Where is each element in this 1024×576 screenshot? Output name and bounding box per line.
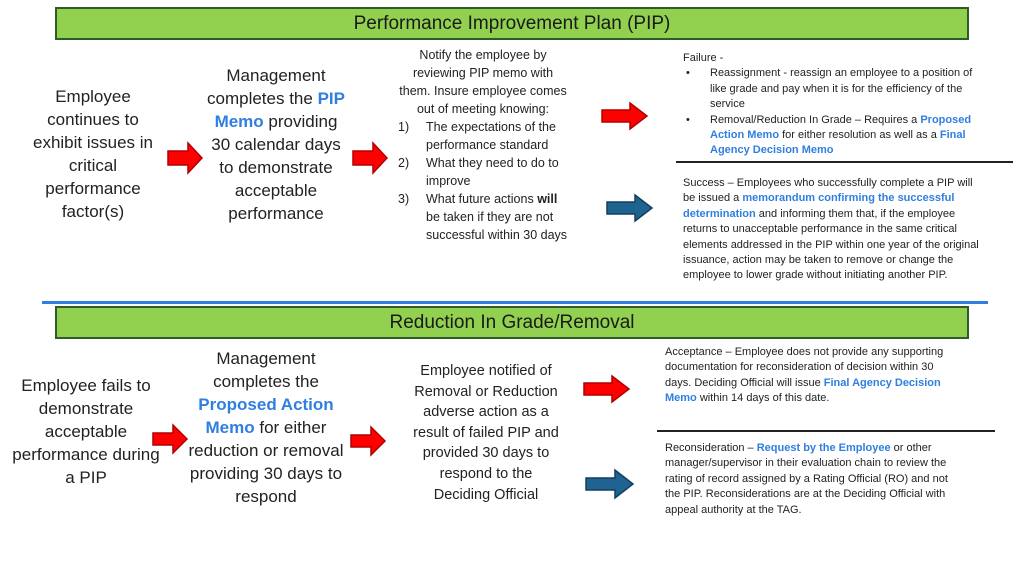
memorandum-confirming-link[interactable]: memorandum confirming the successful determination: [683, 192, 955, 220]
pip-mgmt-post: providing 30 calendar days to demonstrate acceptable performance: [211, 112, 341, 223]
acceptance-block: Acceptance – Employee does not provide any supporting documentation for reconsideration of decision within 30 days. Deciding Official will issue Final Agency Decision Memo within 14 days of this date.: [665, 346, 944, 405]
reconsideration-block: Reconsideration – Request by the Employee or other manager/supervisor in their evaluation chain to review the rating of record assigned by a Rating Official (RO) and not the PIP. Reconsiderations are at the Deciding Official with appeal authority at the TAG.: [665, 442, 948, 516]
rir-employee-text: Employee fails to demonstrate acceptable performance during a PIP: [12, 376, 160, 487]
pip-mgmt-pre: Management completes the: [207, 66, 326, 108]
rir-arrow-2-icon: [349, 425, 387, 457]
section-separator: [42, 301, 988, 304]
failure-item-reassignment: • Reassignment - reassign an employee to a position of like grade and pay when it is for the efficiency of the service: [686, 67, 973, 111]
pip-notify-intro: Notify the employee by reviewing PIP memo with them. Insure employee comes out of meeting knowing:: [399, 48, 567, 116]
reconsideration-arrow-icon: [584, 468, 636, 500]
failure-block: [683, 51, 988, 159]
acceptance-arrow-icon: [582, 374, 632, 404]
failure-arrow-icon: [600, 101, 650, 131]
pip-steps-list: [398, 118, 568, 244]
pip-memo-link[interactable]: PIP Memo: [214, 89, 345, 131]
failure-heading: Failure -: [683, 52, 724, 64]
pip-employee-text: Employee continues to exhibit issues in critical performance factor(s): [32, 87, 153, 221]
acceptance-reconsideration-divider: [657, 430, 995, 432]
pip-arrow-2-icon: [351, 141, 389, 175]
acceptance-final-decision-memo-link[interactable]: Final Agency Decision Memo: [665, 376, 941, 405]
proposed-action-memo-link[interactable]: Proposed Action Memo: [710, 113, 972, 142]
rir-notified-text: Employee notified of Removal or Reduction adverse action as a result of failed PIP and provided 30 days to respond to the Deciding Official: [413, 363, 559, 503]
pip-step-2: 2) What they need to do to improve: [398, 156, 559, 188]
failure-item-removal: • Removal/Reduction In Grade – Requires a Proposed Action Memo for either resolution as well as a Final Agency Decision Memo: [686, 113, 972, 157]
pip-step-3: 3) What future actions will be taken if they are not successful within 30 days: [398, 192, 568, 242]
rir-management-text: Management completes the Proposed Action Memo for either reduction or removal providing 30 days to respond: [188, 349, 344, 506]
rir-banner: [55, 306, 969, 339]
failure-list: [683, 66, 988, 158]
pip-management-text: [203, 64, 349, 225]
rir-arrow-1-icon: [151, 423, 189, 455]
failure-success-divider: [676, 161, 1013, 163]
success-arrow-icon: [605, 193, 655, 223]
success-block: Success – Employees who successfully complete a PIP will be issued a memorandum confirming the successful determination and informing them that, if the employee returns to unacceptable performance in the same critical elements addressed in the PIP within one year of the original issuance, action may be taken to remove or change the employee to lower grade without initiating another PIP.: [683, 177, 979, 282]
pip-step-1: 1) The expectations of the performance standard: [398, 120, 556, 152]
final-agency-decision-memo-link[interactable]: Final Agency Decision Memo: [710, 129, 966, 157]
rir-proposed-action-memo-link[interactable]: Proposed Action Memo: [198, 395, 334, 437]
rir-title: Reduction In Grade/Removal: [389, 311, 635, 333]
pip-notify-block: [398, 46, 568, 244]
pip-arrow-1-icon: [166, 141, 204, 175]
pip-banner: [55, 7, 969, 40]
request-by-employee-link[interactable]: Request by the Employee: [756, 442, 891, 454]
pip-title: Performance Improvement Plan (PIP): [353, 12, 671, 34]
